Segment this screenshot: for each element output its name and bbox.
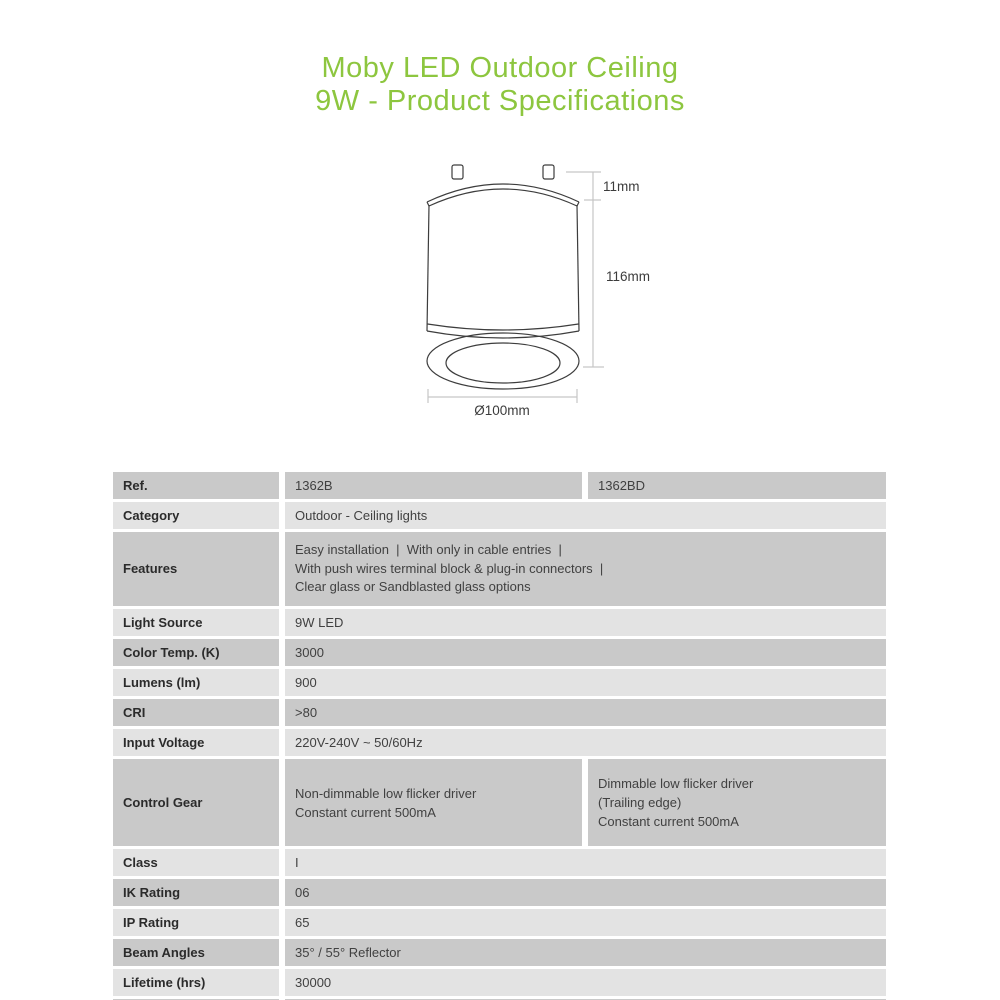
row-value: 30000 [285, 969, 886, 996]
spec-row-color-temp [113, 639, 886, 666]
row-value: 3000 [285, 639, 886, 666]
row-label: IP Rating [113, 909, 279, 936]
spec-row-beam-angles [113, 939, 886, 966]
row-value: I [285, 849, 886, 876]
product-diagram [390, 150, 700, 450]
control-gear-col1-line-2: Constant current 500mA [295, 804, 436, 820]
spec-table [113, 472, 886, 1000]
page-title-line-2: 9W - Product Specifications [315, 85, 685, 117]
control-gear-col2-line-3: Constant current 500mA [598, 814, 739, 829]
row-value [285, 532, 886, 606]
ref-value-2: 1362BD [588, 472, 886, 499]
mount-tab-left [452, 165, 463, 179]
row-label: Features [113, 532, 279, 606]
row-label: Input Voltage [113, 729, 279, 756]
body-right-edge [577, 205, 579, 331]
dim-top-label: 11mm [603, 179, 640, 194]
luminaire-outline [427, 165, 579, 389]
ceiling-light-drawing [390, 150, 700, 445]
page-title-line-1: Moby LED Outdoor Ceiling [321, 52, 679, 84]
body-seam-arc [428, 324, 579, 330]
control-gear-col1-line-1: Non-dimmable low flicker driver [295, 785, 477, 801]
dim-diameter-label: Ø100mm [474, 403, 530, 418]
spec-row-features [113, 532, 886, 606]
spec-row-light-source [113, 609, 886, 636]
row-value: 06 [285, 879, 886, 906]
row-label: Class [113, 849, 279, 876]
spec-row-control-gear [113, 759, 886, 846]
spec-row-ref [113, 472, 886, 499]
control-gear-dimmable [588, 759, 886, 846]
row-value: Outdoor - Ceiling lights [285, 502, 886, 529]
row-value: 9W LED [285, 609, 886, 636]
row-label: Category [113, 502, 279, 529]
cap-outer-arc [427, 184, 579, 202]
features-line-3: Clear glass or Sandblasted glass options [295, 579, 531, 595]
row-value: 900 [285, 669, 886, 696]
row-label: Ref. [113, 472, 279, 499]
row-label: IK Rating [113, 879, 279, 906]
trim-ring-arc [427, 331, 579, 338]
spec-row-lifetime [113, 969, 886, 996]
spec-row-category [113, 502, 886, 529]
bezel-outer-ellipse [427, 333, 579, 389]
control-gear-non-dimmable [285, 759, 582, 846]
row-value: 65 [285, 909, 886, 936]
glass-inner-ellipse [446, 343, 560, 383]
mount-tab-right [543, 165, 554, 179]
spec-row-cri [113, 699, 886, 726]
row-label: Control Gear [113, 759, 279, 846]
control-gear-col2-line-1: Dimmable low flicker driver [598, 776, 754, 791]
dim-height-label: 116mm [606, 269, 651, 284]
row-label: Lifetime (hrs) [113, 969, 279, 996]
cap-inner-arc [429, 189, 577, 206]
spec-row-input-voltage [113, 729, 886, 756]
page-title [0, 52, 1000, 118]
row-label: CRI [113, 699, 279, 726]
spec-row-class [113, 849, 886, 876]
body-left-edge [427, 205, 429, 331]
row-value: 220V-240V ~ 50/60Hz [285, 729, 886, 756]
spec-row-ik-rating [113, 879, 886, 906]
row-value: 35° / 55° Reflector [285, 939, 886, 966]
row-label: Beam Angles [113, 939, 279, 966]
control-gear-col2-line-2: (Trailing edge) [598, 795, 682, 810]
features-line-1: Easy installation | With only in cable entries | [295, 542, 562, 558]
spec-row-ip-rating [113, 909, 886, 936]
row-label: Lumens (lm) [113, 669, 279, 696]
row-value: >80 [285, 699, 886, 726]
features-line-2: With push wires terminal block & plug-in connectors | [295, 560, 604, 576]
spec-row-lumens [113, 669, 886, 696]
row-label: Color Temp. (K) [113, 639, 279, 666]
row-label: Light Source [113, 609, 279, 636]
ref-value-1: 1362B [285, 472, 582, 499]
